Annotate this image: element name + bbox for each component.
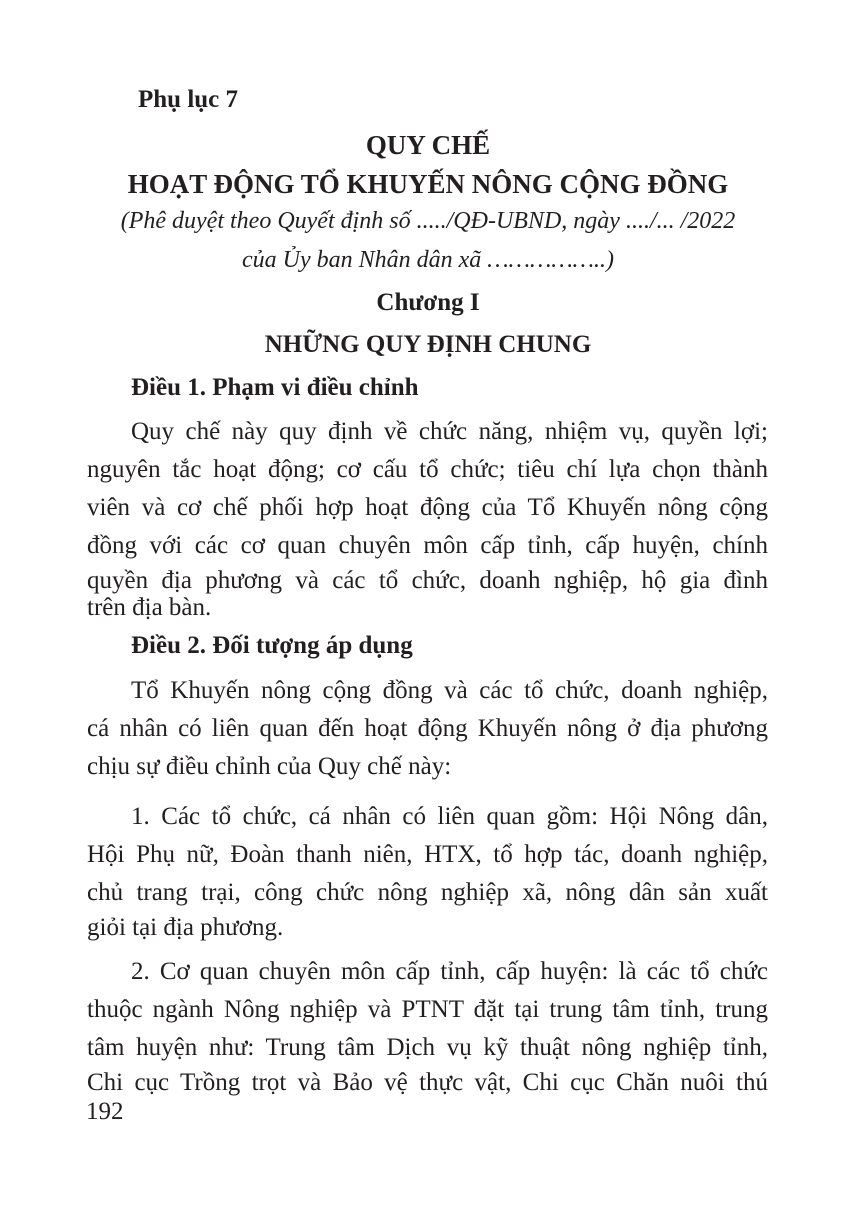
article-1-line: quyền địa phương và các tổ chức, doanh nghiệp, hộ gia đình [87, 567, 768, 594]
approval-note-line-1: (Phê duyệt theo Quyết định số ...../QĐ-UBND, ngày ..../... /2022 [120, 208, 736, 234]
article-2-item-2-line: 2. Cơ quan chuyên môn cấp tỉnh, cấp huyện: là các tổ chức [131, 958, 768, 985]
chapter-title: NHỮNG QUY ĐỊNH CHUNG [264, 331, 592, 358]
approval-note-line-2: của Ủy ban Nhân dân xã ……………..) [242, 247, 614, 273]
regulation-title-line-2: HOẠT ĐỘNG TỔ KHUYẾN NÔNG CỘNG ĐỒNG [127, 169, 729, 199]
article-2-heading: Điều 2. Đối tượng áp dụng [131, 632, 413, 659]
article-1-line: viên và cơ chế phối hợp hoạt động của Tổ Khuyến nông cộng [87, 494, 768, 521]
article-2-item-2-line: Chi cục Trồng trọt và Bảo vệ thực vật, Chi cục Chăn nuôi thú [87, 1069, 768, 1096]
article-2-item-1-line: chủ trang trại, công chức nông nghiệp xã, nông dân sản xuất [87, 879, 768, 906]
article-2-item-2-line: thuộc ngành Nông nghiệp và PTNT đặt tại trung tâm tỉnh, trung [87, 996, 768, 1023]
appendix-label: Phụ lục 7 [138, 86, 239, 113]
chapter-label: Chương I [376, 289, 480, 316]
article-2-intro-line: Tổ Khuyến nông cộng đồng và các tổ chức, doanh nghiệp, [131, 677, 768, 704]
page-number: 192 [86, 1098, 124, 1125]
article-2-item-1-line: 1. Các tổ chức, cá nhân có liên quan gồm: Hội Nông dân, [131, 803, 768, 830]
article-1-line: trên địa bàn. [87, 594, 212, 621]
article-1-line: đồng với các cơ quan chuyên môn cấp tỉnh, cấp huyện, chính [87, 532, 768, 559]
article-2-item-1-line: giỏi tại địa phương. [87, 914, 284, 941]
article-1-heading: Điều 1. Phạm vi điều chỉnh [131, 374, 419, 401]
article-1-line: Quy chế này quy định về chức năng, nhiệm vụ, quyền lợi; [131, 418, 768, 445]
article-2-item-2-line: tâm huyện như: Trung tâm Dịch vụ kỹ thuật nông nghiệp tỉnh, [87, 1034, 768, 1061]
article-2-item-1-line: Hội Phụ nữ, Đoàn thanh niên, HTX, tổ hợp tác, doanh nghiệp, [87, 841, 768, 868]
article-1-line: nguyên tắc hoạt động; cơ cấu tổ chức; tiêu chí lựa chọn thành [87, 456, 768, 483]
article-2-intro-line: cá nhân có liên quan đến hoạt động Khuyến nông ở địa phương [87, 715, 768, 742]
article-2-intro-line: chịu sự điều chỉnh của Quy chế này: [87, 753, 452, 780]
regulation-title-line-1: QUY CHẾ [365, 130, 491, 160]
